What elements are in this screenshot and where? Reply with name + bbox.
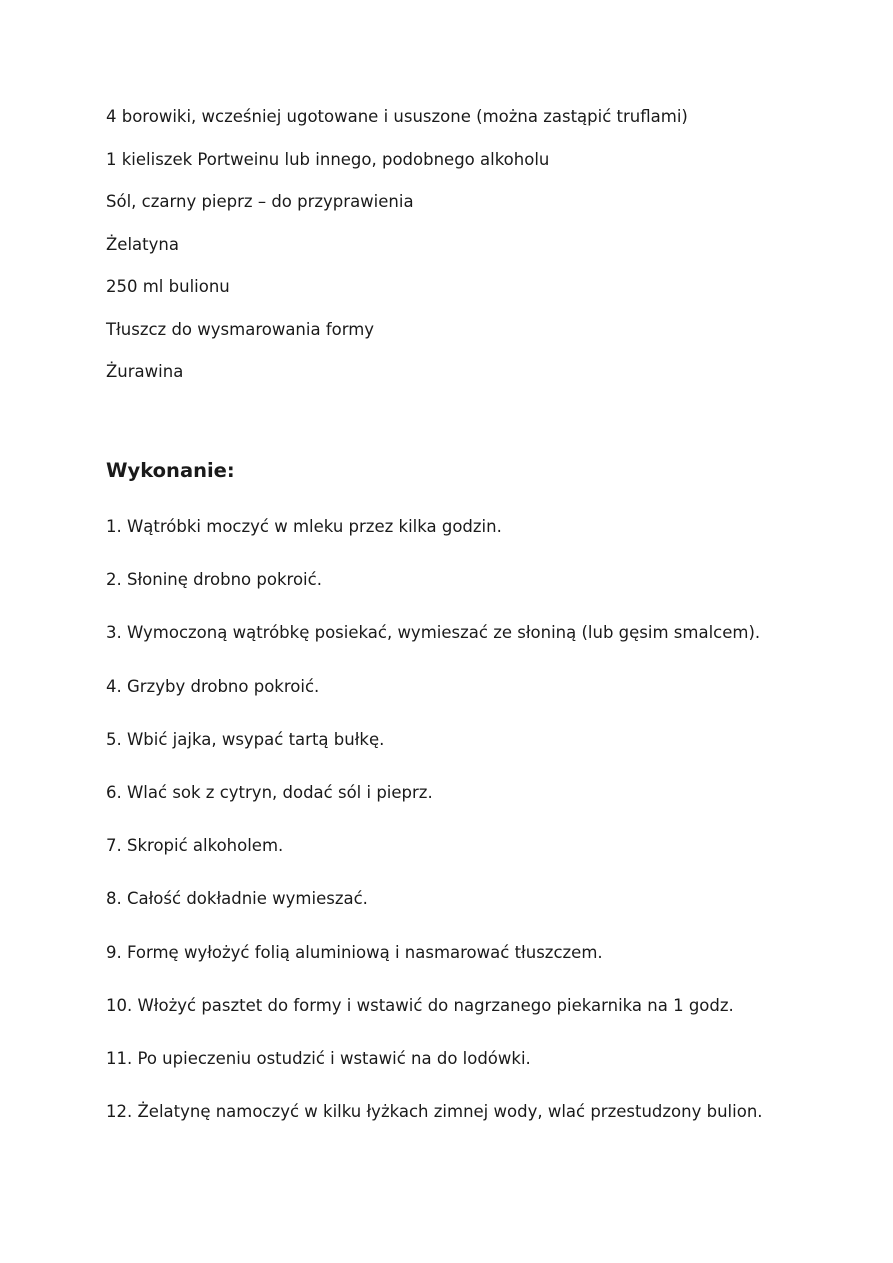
ingredient-item: Żelatyna bbox=[106, 234, 179, 254]
method-step: 10. Włożyć pasztet do formy i wstawić do nagrzanego piekarnika na 1 godz. bbox=[106, 995, 734, 1015]
ingredient-item: 4 borowiki, wcześniej ugotowane i ususzone (można zastąpić truflami) bbox=[106, 107, 688, 126]
method-steps-list bbox=[106, 514, 763, 1152]
method-step: 3. Wymoczoną wątróbkę posiekać, wymieszać ze słoniną (lub gęsim smalcem). bbox=[106, 623, 761, 643]
method-step: 5. Wbić jajka, wsypać tartą bułkę. bbox=[106, 729, 385, 749]
method-step: 11. Po upieczeniu ostudzić i wstawić na do lodówki. bbox=[106, 1048, 531, 1068]
method-step: 4. Grzyby drobno pokroić. bbox=[106, 676, 320, 696]
method-step: 8. Całość dokładnie wymieszać. bbox=[106, 889, 368, 909]
method-step: 6. Wlać sok z cytryn, dodać sól i pieprz. bbox=[106, 782, 433, 802]
ingredients-list bbox=[106, 104, 688, 402]
method-step: 9. Formę wyłożyć folią aluminiową i nasmarować tłuszczem. bbox=[106, 942, 603, 962]
method-heading: Wykonanie: bbox=[106, 459, 235, 482]
ingredient-item: Żurawina bbox=[106, 362, 184, 381]
method-step: 2. Słoninę drobno pokroić. bbox=[106, 570, 322, 590]
ingredient-item: 1 kieliszek Portweinu lub innego, podobnego alkoholu bbox=[106, 149, 550, 169]
ingredient-item: 250 ml bulionu bbox=[106, 277, 230, 296]
ingredient-item: Tłuszcz do wysmarowania formy bbox=[106, 319, 375, 339]
method-step: 7. Skropić alkoholem. bbox=[106, 836, 284, 856]
method-step: 1. Wątróbki moczyć w mleku przez kilka godzin. bbox=[106, 517, 502, 536]
method-step: 12. Żelatynę namoczyć w kilku łyżkach zimnej wody, wlać przestudzony bulion. bbox=[106, 1102, 763, 1122]
ingredient-item: Sól, czarny pieprz – do przyprawienia bbox=[106, 192, 414, 211]
